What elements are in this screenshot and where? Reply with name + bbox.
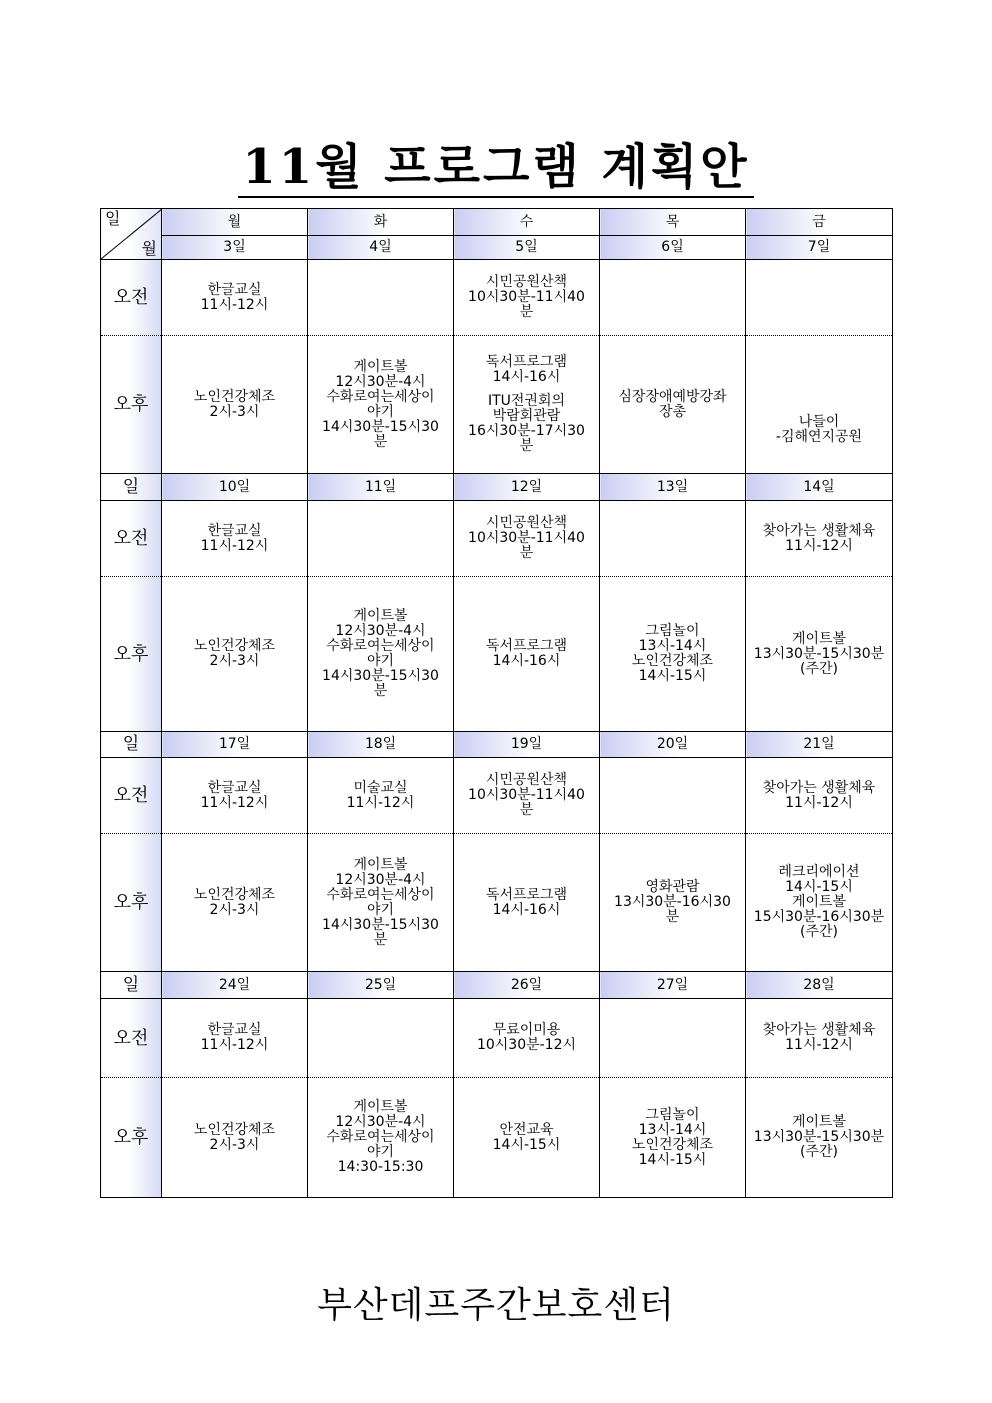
date-cell: 17일 [162, 732, 308, 758]
am-label: 오전 [101, 260, 162, 336]
date-cell: 5일 [454, 236, 600, 260]
program-cell [308, 501, 454, 577]
am-row [101, 501, 893, 577]
program-text: 11시-12시 [200, 537, 269, 554]
program-text: ITU전권회의 [487, 393, 566, 409]
program-cell [454, 260, 600, 336]
date-cell: 10일 [162, 474, 308, 501]
program-text: 2시-3시 [209, 653, 260, 669]
program-cell [308, 999, 454, 1078]
program-text: 게이트볼 [791, 1114, 847, 1130]
am-label: 오전 [101, 999, 162, 1078]
program-text: 14시-15시 [638, 1151, 707, 1168]
program-text: 분 [519, 545, 534, 561]
program-text: 12시30분-4시 [335, 373, 426, 390]
program-text: 분 [373, 433, 388, 450]
date-cell: 13일 [600, 474, 746, 501]
day-name: 금 [746, 209, 893, 236]
program-text: 노인건강체조 [631, 1136, 714, 1153]
day-header-row [101, 209, 893, 236]
day-name: 월 [162, 209, 308, 236]
date-cell: 25일 [308, 972, 454, 999]
date-cell: 14일 [746, 474, 893, 501]
pm-label: 오후 [101, 834, 162, 972]
program-text: 13시30분-15시30분 [753, 1129, 885, 1145]
program-text: 분 [519, 802, 534, 818]
program-cell [162, 834, 308, 972]
pm-label: 오후 [101, 336, 162, 474]
program-text: 심장장애예방강좌 [618, 388, 727, 405]
date-cell: 24일 [162, 972, 308, 999]
program-cell [746, 834, 893, 972]
am-label: 오전 [101, 501, 162, 577]
program-text: 찾아가는 생활체육 [762, 1022, 876, 1038]
week-day-label: 일 [101, 474, 162, 501]
program-text: 게이트볼 [353, 856, 408, 873]
program-text: 2시-3시 [209, 403, 260, 420]
date-cell: 7일 [746, 236, 893, 260]
program-text: 노인건강체조 [193, 886, 276, 903]
date-cell: 18일 [308, 732, 454, 758]
program-text: 14시-15시 [492, 1136, 561, 1153]
schedule-table [100, 208, 893, 1198]
date-cell: 28일 [746, 972, 893, 999]
program-text: 그림놀이 [645, 1106, 700, 1123]
date-row [101, 474, 893, 501]
program-text: 안전교육 [499, 1121, 554, 1138]
program-cell [746, 336, 893, 474]
program-cell [308, 834, 454, 972]
program-cell [162, 501, 308, 577]
program-text: 13시30분-16시30 [614, 894, 731, 910]
program-text: 수화로여는세상이 [326, 1129, 435, 1145]
program-text: 수화로여는세상이 [326, 638, 435, 654]
program-cell [454, 501, 600, 577]
program-text: 분 [373, 931, 388, 948]
program-text: 게이트볼 [791, 894, 847, 910]
am-row [101, 999, 893, 1078]
program-text: 11시-12시 [200, 1037, 269, 1053]
program-text: 12시30분-4시 [335, 871, 426, 888]
week-day-label: 일 [101, 972, 162, 999]
program-cell [454, 834, 600, 972]
program-text: 레크리에이션 [778, 864, 860, 880]
date-cell: 12일 [454, 474, 600, 501]
pm-label: 오후 [101, 577, 162, 732]
program-text: 찾아가는 생활체육 [762, 522, 876, 539]
program-text: 찾아가는 생활체육 [762, 779, 876, 796]
center-name: 부산데프주간보호센터 [317, 1285, 675, 1326]
date-cell: 11일 [308, 474, 454, 501]
program-text: 무료이미용 [492, 1022, 561, 1038]
program-text: (주간) [800, 924, 838, 940]
pm-row [101, 834, 893, 972]
program-text: 13시-14시 [638, 1121, 707, 1138]
program-text: 수화로여는세상이 [326, 388, 435, 405]
program-text: 14시30분-15시30 [322, 418, 439, 435]
program-text: 14시-16시 [492, 653, 561, 669]
program-text: 2시-3시 [209, 1136, 260, 1153]
date-row [101, 972, 893, 999]
program-cell [454, 1078, 600, 1198]
am-row [101, 260, 893, 336]
program-text: 11시-12시 [200, 296, 269, 313]
program-text: 10시30분-12시 [476, 1037, 577, 1053]
date-row [101, 732, 893, 758]
day-name: 화 [308, 209, 454, 236]
program-text: 14시-15시 [638, 668, 707, 684]
program-text: 10시30분-11시40 [468, 289, 585, 305]
program-text: 수화로여는세상이 [326, 886, 435, 903]
pm-row [101, 1078, 893, 1198]
program-text: 독서프로그램 [485, 638, 568, 654]
day-name: 수 [454, 209, 600, 236]
program-cell [600, 758, 746, 834]
program-text: 14:30-15:30 [337, 1159, 424, 1175]
program-text: 분 [373, 683, 388, 699]
pm-label: 오후 [101, 1078, 162, 1198]
program-text: 2시-3시 [209, 901, 260, 918]
program-cell [600, 336, 746, 474]
program-text: 11시-12시 [785, 537, 853, 554]
program-text: 13시-14시 [638, 638, 707, 654]
program-text: 11시-12시 [785, 794, 853, 811]
program-text: 노인건강체조 [193, 638, 276, 654]
program-text: 10시30분-11시40 [468, 787, 585, 803]
program-text: 시민공원산책 [485, 772, 568, 788]
program-text: 12시30분-4시 [335, 623, 426, 639]
program-cell [162, 1078, 308, 1198]
program-text: 분 [519, 304, 534, 320]
corner-cell [101, 209, 162, 260]
program-text: 게이트볼 [353, 608, 408, 624]
program-cell [308, 758, 454, 834]
program-text: 야기 [366, 1144, 395, 1160]
program-text: 한글교실 [207, 1022, 262, 1038]
program-text: 노인건강체조 [193, 388, 276, 405]
page-title: 11월 프로그램 계획안 [238, 138, 753, 198]
program-cell [454, 577, 600, 732]
program-text: 11시-12시 [200, 794, 269, 811]
program-text: 영화관람 [645, 879, 700, 895]
week-day-label: 일 [101, 732, 162, 758]
program-cell [600, 999, 746, 1078]
corner-day-label: 일 [105, 209, 121, 228]
program-text: 노인건강체조 [631, 653, 714, 669]
program-cell [600, 501, 746, 577]
program-cell [162, 260, 308, 336]
program-cell [454, 999, 600, 1078]
program-text: 11시-12시 [785, 1037, 853, 1053]
program-cell [746, 999, 893, 1078]
date-cell: 6일 [600, 236, 746, 260]
program-cell [600, 1078, 746, 1198]
program-text: 한글교실 [207, 779, 262, 796]
program-text: (주간) [800, 660, 838, 677]
program-text: 나들이 [798, 414, 840, 430]
program-text: 15시30분-16시30분 [753, 909, 885, 925]
program-text: 14시30분-15시30 [322, 668, 439, 684]
program-cell [746, 260, 893, 336]
program-text: 14시30분-15시30 [322, 916, 439, 933]
day-name: 목 [600, 209, 746, 236]
program-text: 시민공원산책 [485, 515, 568, 531]
date-cell: 4일 [308, 236, 454, 260]
program-text: 분 [665, 909, 680, 925]
program-cell [308, 1078, 454, 1198]
date-cell: 27일 [600, 972, 746, 999]
date-cell: 26일 [454, 972, 600, 999]
program-text: 독서프로그램 [485, 886, 568, 903]
program-text: 14시-15시 [785, 879, 853, 895]
date-cell: 21일 [746, 732, 893, 758]
program-text: 게이트볼 [353, 1099, 408, 1115]
program-text: -김해연지공원 [775, 429, 863, 445]
corner-week-label: 월 [141, 239, 157, 258]
program-text: 게이트볼 [791, 630, 847, 647]
program-cell [162, 577, 308, 732]
program-text: 14시-16시 [492, 369, 561, 385]
program-text: 그림놀이 [645, 623, 700, 639]
program-text: 박람회관람 [492, 408, 561, 424]
am-label: 오전 [101, 758, 162, 834]
program-text: 야기 [366, 653, 395, 669]
program-cell [600, 577, 746, 732]
pm-row [101, 336, 893, 474]
program-text: 12시30분-4시 [335, 1114, 426, 1130]
program-cell [308, 260, 454, 336]
program-text: 11시-12시 [346, 794, 415, 811]
program-text: 시민공원산책 [485, 274, 568, 290]
program-text: 야기 [366, 403, 395, 420]
program-text: 야기 [366, 901, 395, 918]
program-cell [454, 758, 600, 834]
program-text: 독서프로그램 [485, 354, 568, 370]
program-cell [746, 1078, 893, 1198]
program-text: (주간) [800, 1144, 838, 1160]
program-cell [308, 336, 454, 474]
program-cell [746, 577, 893, 732]
program-cell [600, 834, 746, 972]
program-cell [454, 336, 600, 474]
program-text: 미술교실 [353, 779, 408, 796]
page-title-wrap [0, 138, 992, 198]
program-text: 13시30분-15시30분 [753, 645, 885, 662]
program-text: 게이트볼 [353, 358, 408, 375]
date-cell: 20일 [600, 732, 746, 758]
program-text: 장총 [658, 403, 687, 420]
am-row [101, 758, 893, 834]
program-cell [746, 758, 893, 834]
program-text: 한글교실 [207, 522, 262, 539]
program-cell [746, 501, 893, 577]
program-text: 16시30분-17시30 [468, 423, 585, 439]
date-cell: 3일 [162, 236, 308, 260]
program-cell [162, 758, 308, 834]
program-text: 노인건강체조 [193, 1121, 276, 1138]
program-text: 분 [519, 438, 534, 454]
program-text: 10시30분-11시40 [468, 530, 585, 546]
program-text: 14시-16시 [492, 901, 561, 918]
date-cell: 19일 [454, 732, 600, 758]
program-text: 한글교실 [207, 281, 262, 298]
program-cell [600, 260, 746, 336]
program-cell [162, 999, 308, 1078]
program-cell [162, 336, 308, 474]
pm-row [101, 577, 893, 732]
program-cell [308, 577, 454, 732]
date-row [101, 236, 893, 260]
